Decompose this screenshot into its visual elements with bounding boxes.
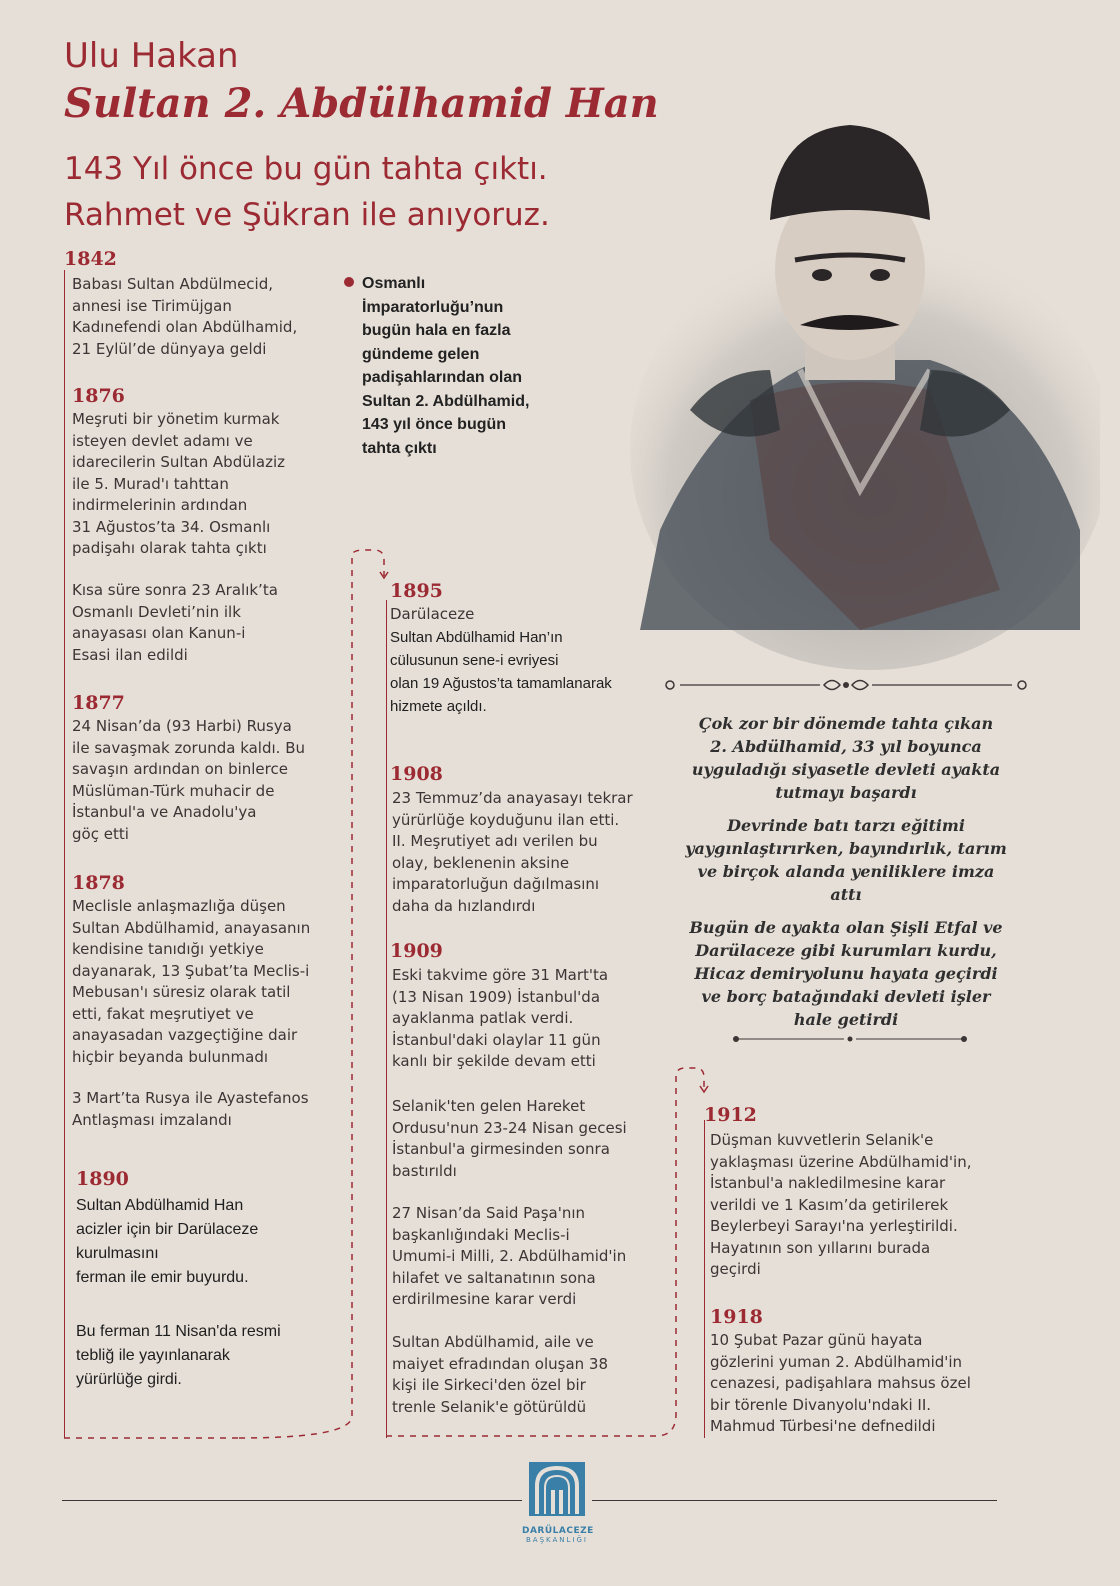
subtitle: [64, 146, 550, 238]
text-line: Meşruti bir yönetim kurmak: [72, 410, 280, 428]
text-line: Sultan Abdülhamid, anayasanın: [72, 918, 311, 937]
text-line: başkanlığındaki Meclis-i: [392, 1225, 570, 1244]
text-1878: [72, 896, 310, 1068]
subtitle-line1: 143 Yıl önce bu gün tahta çıktı.: [64, 151, 548, 187]
text-1878b: [72, 1088, 309, 1131]
logo-text-line1: DARÜLACEZE: [522, 1526, 594, 1536]
text-line: İstanbul'a ve Anadolu'ya: [72, 803, 257, 821]
highlight-line: gündeme gelen: [362, 345, 480, 363]
text-line: ferman ile emir buyurdu.: [76, 1269, 249, 1286]
text-line: verildi ve 1 Kasım’da getirilerek: [710, 1195, 949, 1214]
text-1877: [72, 716, 305, 845]
text-1908: [392, 788, 633, 917]
text-line: göç etti: [72, 824, 129, 843]
year-1918: 1918: [710, 1306, 763, 1328]
text-line: 3 Mart’ta Rusya ile Ayastefanos: [72, 1089, 309, 1107]
year-1842: 1842: [64, 248, 117, 270]
text-line: 31 Ağustos’ta 34. Osmanlı: [72, 517, 271, 536]
year-1878: 1878: [72, 872, 125, 894]
quote-line: ve birçok alanda yeniliklere imza: [697, 862, 995, 881]
text-line: II. Meşrutiyet adı verilen bu: [392, 832, 598, 850]
text-1890b: [76, 1320, 281, 1392]
text-line: dayanarak, 13 Şubat’ta Meclis-i: [72, 961, 310, 980]
text-line: ayaklanma patlak verdi.: [392, 1009, 574, 1027]
text-line: Sultan Abdülhamid, aile ve: [392, 1333, 594, 1351]
year-1909: 1909: [390, 940, 443, 962]
quote-line: 2. Abdülhamid, 33 yıl boyunca: [710, 737, 982, 756]
text-line: kurulmasını: [76, 1245, 159, 1262]
text-line: olan 19 Ağustos’ta tamamlanarak: [390, 675, 612, 692]
title-line1: Ulu Hakan: [64, 36, 239, 76]
text-line: hizmete açıldı.: [390, 698, 487, 715]
text-line: İstanbul'a girmesinden sonra: [392, 1140, 610, 1158]
text-line: Kadınefendi olan Abdülhamid,: [72, 318, 298, 336]
highlight-line: tahta çıktı: [362, 439, 437, 457]
quote-block: [676, 712, 1016, 1031]
text-line: tebliğ ile yayınlanarak: [76, 1347, 230, 1364]
highlight-line: 143 yıl önce bugün: [362, 416, 507, 433]
text-line: Sultan Abdülhamid Han: [76, 1197, 244, 1214]
year-1877: 1877: [72, 692, 125, 714]
text-line: kanlı bir şekilde devam etti: [392, 1052, 596, 1070]
text-line: isteyen devlet adamı ve: [72, 431, 253, 450]
highlight-line: Sultan 2. Abdülhamid,: [362, 392, 530, 410]
year-1895: 1895: [390, 580, 443, 602]
quote-line: hale getirdi: [793, 1010, 899, 1029]
quote-line: Hicaz demiryolunu hayata geçirdi: [694, 964, 998, 983]
text-line: Ordusu'nun 23-24 Nisan gecesi: [392, 1118, 627, 1137]
subtitle-line2: Rahmet ve Şükran ile anıyoruz.: [64, 197, 550, 233]
text-line: erdirilmesine karar verdi: [392, 1290, 577, 1308]
text-line: Mahmud Türbesi'ne defnedildi: [710, 1417, 936, 1435]
text-1909c: [392, 1203, 626, 1311]
ornament-divider: [660, 674, 1032, 696]
quote-line: Bugün de ayakta olan Şişli Etfal ve: [689, 918, 1003, 937]
text-line: ile savaşmak zorunda kaldı. Bu: [72, 738, 305, 757]
text-line: cülusunun sene-i evriyesi: [390, 652, 559, 669]
text-line: Meclisle anlaşmazlığa düşen: [72, 897, 286, 915]
text-line: geçirdi: [710, 1260, 761, 1278]
text-line: İstanbul'daki olaylar 11 gün: [392, 1030, 601, 1049]
highlight-line: padişahlarından olan: [362, 369, 523, 386]
text-1876: [72, 409, 285, 560]
quote-line: ve borç batağındaki devleti işler: [701, 987, 991, 1006]
text-line: 24 Nisan’da (93 Harbi) Rusya: [72, 717, 292, 735]
text-line: savaşın ardından on binlerce: [72, 760, 288, 778]
text-line: anayasadan vazgeçtiğine dair: [72, 1026, 298, 1044]
text-line: Hayatının son yıllarını burada: [710, 1238, 931, 1257]
year-1876: 1876: [72, 385, 125, 407]
portrait-illustration: [600, 70, 1100, 670]
text-line: Müslüman-Türk muhacir de: [72, 781, 275, 800]
text-1895: [390, 626, 612, 718]
timeline-line-col3: [704, 1120, 705, 1438]
text-line: trenle Selanik'e götürüldü: [392, 1397, 587, 1416]
text-line: daha da hızlandırdı: [392, 896, 536, 915]
text-line: Düşman kuvvetlerin Selanik'e: [710, 1131, 934, 1149]
text-line: yürürlüğe koyduğunu ilan etti.: [392, 810, 620, 829]
text-line: imparatorluğun dağılmasını: [392, 875, 600, 893]
highlight-line: İmparatorluğu’nun: [362, 298, 504, 316]
highlight-text: [362, 272, 529, 460]
text-line: gözlerini yuman 2. Abdülhamid'in: [710, 1352, 963, 1371]
highlight-line: Osmanlı: [362, 275, 426, 292]
text-line: (13 Nisan 1909) İstanbul'da: [392, 987, 601, 1006]
text-line: kişi ile Sirkeci'den özel bir: [392, 1376, 586, 1394]
text-line: 10 Şubat Pazar günü hayata: [710, 1331, 923, 1349]
text-line: Umumi-i Milli, 2. Abdülhamid'in: [392, 1247, 627, 1265]
quote-line: tutmayı başardı: [775, 783, 917, 802]
text-line: Antlaşması imzalandı: [72, 1110, 232, 1129]
text-line: bir törenle Divanyolu'ndaki II.: [710, 1395, 932, 1414]
text-line: hiçbir beyanda bulunmadı: [72, 1047, 269, 1066]
highlight-line: bugün hala en fazla: [362, 322, 511, 339]
title-line2: Sultan 2. Abdülhamid Han: [64, 80, 659, 127]
quote-line: Darülaceze gibi kurumları kurdu,: [695, 941, 997, 960]
text-line: idarecilerin Sultan Abdülaziz: [72, 453, 285, 471]
text-1895a: Darülaceze: [390, 605, 475, 623]
year-1890: 1890: [76, 1168, 129, 1190]
text-line: bastırıldı: [392, 1161, 457, 1180]
text-line: Sultan Abdülhamid Han’ın: [390, 629, 563, 646]
text-1890: [76, 1194, 258, 1290]
text-line: olay, beklenenin aksine: [392, 853, 570, 872]
text-line: Osmanlı Devleti’nin ilk: [72, 602, 241, 621]
text-line: Eski takvime göre 31 Mart'ta: [392, 966, 609, 984]
text-line: İstanbul'a nakledilmesine karar: [710, 1174, 946, 1192]
text-line: indirmelerinin ardından: [72, 496, 248, 514]
text-line: yürürlüğe girdi.: [76, 1371, 182, 1388]
text-line: padişahı olarak tahta çıktı: [72, 539, 267, 557]
text-line: kendisine tanıdığı yetkiye: [72, 940, 264, 958]
quote-line: Devrinde batı tarzı eğitimi: [727, 816, 965, 835]
text-line: ile 5. Murad'ı tahttan: [72, 474, 229, 493]
text-line: Beylerbeyi Sarayı'na yerleştirildi.: [710, 1217, 958, 1235]
text-line: 23 Temmuz’da anayasayı tekrar: [392, 789, 633, 807]
text-line: maiyet efradından oluşan 38: [392, 1354, 608, 1373]
text-1909d: [392, 1332, 608, 1418]
text-line: Esasi ilan edildi: [72, 645, 188, 664]
text-1909: [392, 965, 608, 1073]
text-line: etti, fakat meşrutiyet ve: [72, 1004, 254, 1023]
text-line: Babası Sultan Abdülmecid,: [72, 275, 274, 293]
text-line: Bu ferman 11 Nisan'da resmi: [76, 1323, 281, 1340]
text-1909b: [392, 1096, 627, 1182]
text-line: hilafet ve saltanatının sona: [392, 1268, 596, 1287]
text-line: cenazesi, padişahlara mahsus özel: [710, 1374, 971, 1392]
darulaceze-logo-icon: [527, 1460, 587, 1518]
year-1908: 1908: [390, 763, 443, 785]
text-line: Mebusan'ı süresiz olarak tatil: [72, 983, 291, 1001]
text-1918: [710, 1330, 971, 1438]
text-1876b: [72, 580, 278, 666]
text-1912: [710, 1130, 971, 1281]
year-1912: 1912: [704, 1104, 757, 1126]
text-line: 27 Nisan’da Said Paşa'nın: [392, 1204, 586, 1222]
text-line: Kısa süre sonra 23 Aralık’ta: [72, 581, 278, 599]
text-line: yaklaşması üzerine Abdülhamid'in,: [710, 1152, 972, 1171]
quote-line: Çok zor bir dönemde tahta çıkan: [698, 714, 994, 733]
text-1842: [72, 274, 297, 360]
quote-line: attı: [830, 885, 862, 904]
small-divider: [732, 1033, 968, 1045]
quote-line: uyguladığı siyasetle devleti ayakta: [691, 760, 1001, 779]
quote-line: yaygınlaştırırken, bayındırlık, tarım: [685, 839, 1007, 858]
footer-logo: [522, 1460, 592, 1580]
text-line: Selanik'ten gelen Hareket: [392, 1097, 586, 1115]
text-line: anayasası olan Kanun-i: [72, 624, 246, 642]
quote-paragraph-1: [676, 712, 1016, 804]
text-line: 21 Eylül’de dünyaya geldi: [72, 339, 267, 358]
quote-paragraph-2: [676, 814, 1016, 906]
logo-text-line2: BAŞKANLIĞI: [526, 1536, 588, 1544]
quote-paragraph-3: [676, 916, 1016, 1031]
text-line: acizler için bir Darülaceze: [76, 1221, 259, 1238]
highlight-bullet: [344, 277, 354, 287]
text-line: annesi ise Tirimüjgan: [72, 296, 232, 315]
